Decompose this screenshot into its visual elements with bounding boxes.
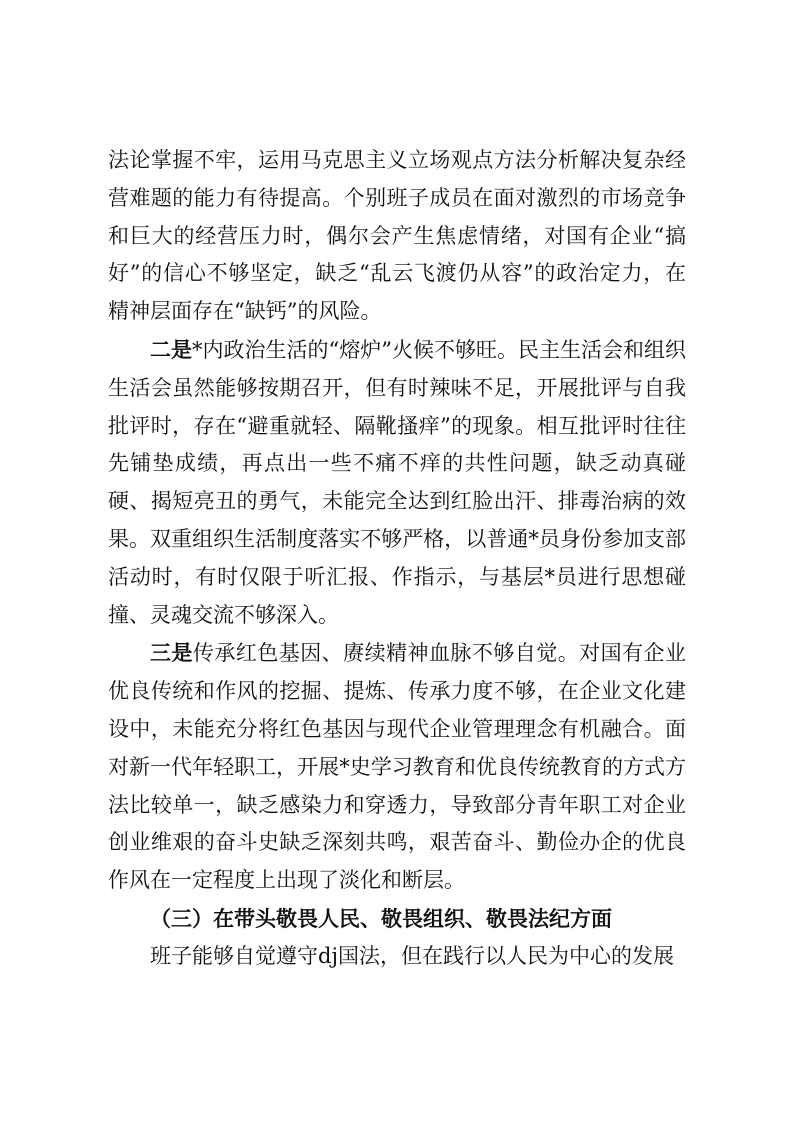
paragraph-2-text: *内政治生活的“熔炉”火候不够旺。民主生活会和组织生活会虽然能够按期召开，但有时辣味不足，开展批评与自我批评时，存在“避重就轻、隔靴搔痒”的现象。相互批评时往往先铺垫成绩，再点出一些不痛不痒的共性问题，缺乏动真碰硬、揭短亮丑的勇气，未能完全达到红脸出汗、排毒治病的效果。双重组织生活制度落实不够严格，以普通*员身份参加支部活动时，有时仅限于听汇报、作指示，与基层*员进行思想碰撞、灵魂交流不够深入。: [108, 337, 686, 627]
paragraph-3: [108, 634, 686, 900]
paragraph-3-text: 传承红色基因、赓续精神血脉不够自觉。对国有企业优良传统和作风的挖掘、提炼、传承力度不够，在企业文化建设中，未能充分将红色基因与现代企业管理理念有机融合。面对新一代年轻职工，开展*史学习教育和优良传统教育的方式方法比较单一，缺乏感染力和穿透力，导致部分青年职工对企业创业维艰的奋斗史缺乏深刻共鸣，艰苦奋斗、勤俭办企的优良作风在一定程度上出现了淡化和断层。: [108, 641, 687, 893]
document-body: [108, 142, 686, 976]
section-heading-3: （三）在带头敬畏人民、敬畏组织、敬畏法纪方面: [150, 905, 612, 931]
paragraph-4: 班子能够自觉遵守dj国法，但在践行以人民为中心的发展: [150, 943, 674, 968]
paragraph-3-lead: 三是: [150, 640, 193, 666]
paragraph-1: 法论掌握不牢，运用马克思主义立场观点方法分析解决复杂经营难题的能力有待提高。个别班子成员在面对激烈的市场竞争和巨大的经营压力时，偶尔会产生焦虑情绪，对国有企业“搞好”的信心不够坚定，缺乏“乱云飞渡仍从容”的政治定力，在精神层面存在“缺钙”的风险。: [108, 148, 686, 324]
paragraph-2-lead: 二是: [150, 336, 193, 362]
paragraph-2: [108, 331, 686, 634]
